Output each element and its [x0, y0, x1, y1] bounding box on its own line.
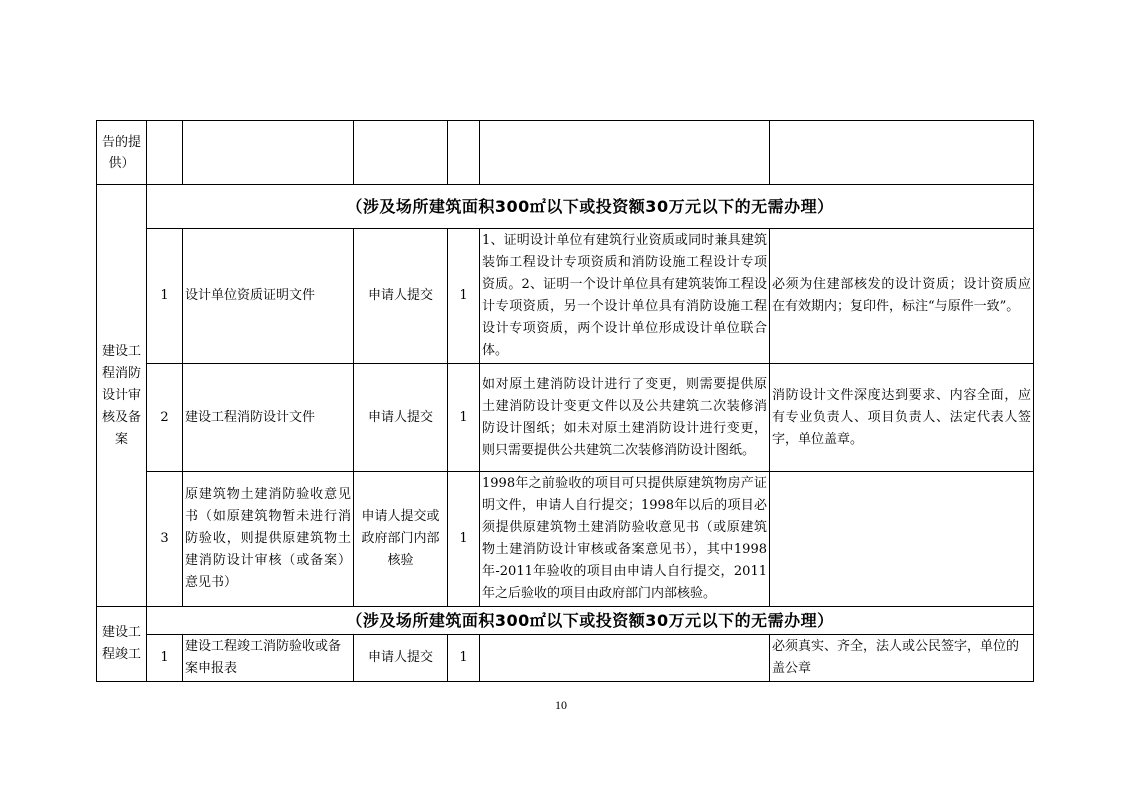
- standard-cell: [770, 472, 1034, 607]
- requirement-cell: [480, 121, 770, 185]
- material-name-cell: 原建筑物土建消防验收意见书（如原建筑物暂未进行消防验收，则提供原建筑物土建消防设计审核（或备案）意见书）: [183, 472, 354, 607]
- count-cell: 1: [448, 364, 480, 472]
- number-cell: 3: [147, 472, 183, 607]
- source-cell: 申请人提交: [354, 635, 448, 682]
- section-note-row: [97, 607, 1034, 635]
- number-cell: 1: [147, 229, 183, 364]
- table-row: [97, 229, 1034, 364]
- count-cell: 1: [448, 472, 480, 607]
- requirement-cell: 1998年之前验收的项目可只提供原建筑物房产证明文件，申请人自行提交；1998年以后的项目必须提供原建筑物土建消防验收意见书（或原建筑物土建消防设计审核或备案意见书），其中1998年-2011年验收的项目由申请人自行提交，2011年之后验收的项目由政府部门内部核验。: [480, 472, 770, 607]
- count-cell: 1: [448, 635, 480, 682]
- material-name-cell: 设计单位资质证明文件: [183, 229, 354, 364]
- table-row: [97, 121, 1034, 185]
- standard-cell: 必须真实、齐全，法人或公民签字，单位的盖公章: [770, 635, 1034, 682]
- requirement-cell: [480, 635, 770, 682]
- standard-cell: [770, 121, 1034, 185]
- count-cell: 1: [448, 229, 480, 364]
- material-name-cell: [183, 121, 354, 185]
- material-name-cell: 建设工程消防设计文件: [183, 364, 354, 472]
- material-name-cell: 建设工程竣工消防验收或备案申报表: [183, 635, 354, 682]
- requirement-cell: 1、证明设计单位有建筑行业资质或同时兼具建筑装饰工程设计专项资质和消防设施工程设计专项资质。2、证明一个设计单位具有建筑装饰工程设计专项资质，另一个设计单位具有消防设施工程设计专项资质，两个设计单位形成设计单位联合体。: [480, 229, 770, 364]
- table-row: [97, 472, 1034, 607]
- source-cell: [354, 121, 448, 185]
- section-category-cell: 建设工程消防设计审核及备案: [97, 185, 147, 607]
- count-cell: [448, 121, 480, 185]
- table-row: [97, 635, 1034, 682]
- page-number: 10: [555, 698, 567, 712]
- standard-cell: 消防设计文件深度达到要求、内容全面，应有专业负责人、项目负责人、法定代表人签字，单位盖章。: [770, 364, 1034, 472]
- section-note: （涉及场所建筑面积300㎡以下或投资额30万元以下的无需办理）: [147, 185, 1034, 229]
- section-category-cell: 建设工程竣工: [97, 607, 147, 682]
- number-cell: 2: [147, 364, 183, 472]
- requirement-cell: 如对原土建消防设计进行了变更，则需要提供原土建消防设计变更文件以及公共建筑二次装修消防设计图纸；如未对原土建消防设计进行变更，则只需要提供公共建筑二次装修消防设计图纸。: [480, 364, 770, 472]
- section-note-row: [97, 185, 1034, 229]
- source-cell: 申请人提交或政府部门内部核验: [354, 472, 448, 607]
- table-row: [97, 364, 1034, 472]
- number-cell: [147, 121, 183, 185]
- section-note: （涉及场所建筑面积300㎡以下或投资额30万元以下的无需办理）: [147, 607, 1034, 635]
- requirements-table: [96, 120, 1034, 682]
- number-cell: 1: [147, 635, 183, 682]
- standard-cell: 必须为住建部核发的设计资质；设计资质应在有效期内；复印件，标注“与原件一致”。: [770, 229, 1034, 364]
- source-cell: 申请人提交: [354, 229, 448, 364]
- source-cell: 申请人提交: [354, 364, 448, 472]
- category-cell: 告的提供）: [97, 121, 147, 185]
